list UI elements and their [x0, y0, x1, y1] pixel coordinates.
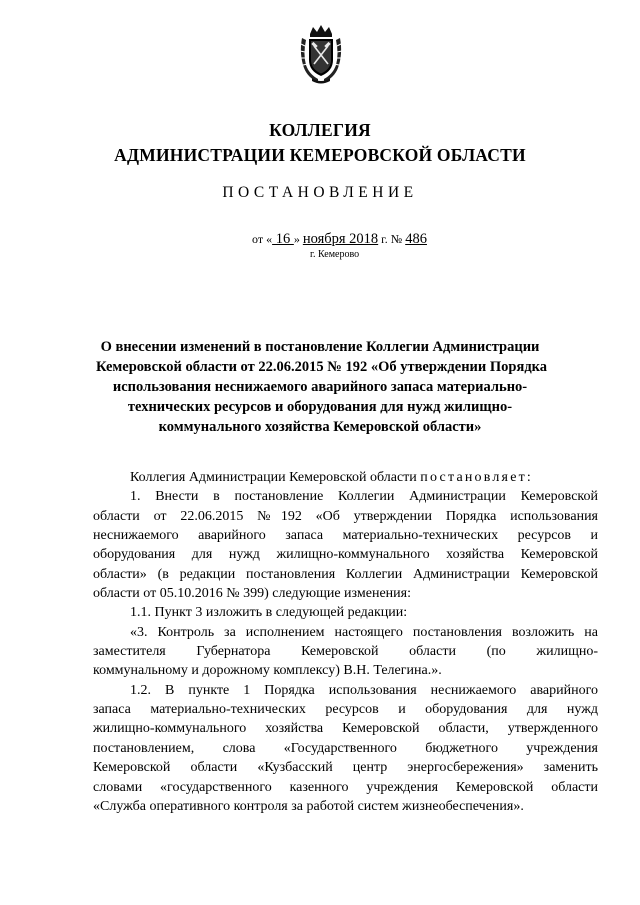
document-number: 486: [405, 231, 427, 247]
intro-decision-word: постановляет:: [420, 470, 534, 485]
title-line: коммунального хозяйства Кемеровской области»: [158, 419, 482, 435]
date-month-year: ноября 2018: [302, 231, 379, 247]
number-label: №: [387, 232, 406, 246]
title-line: использования неснижаемого аварийного запаса материально-: [112, 379, 528, 395]
city-name: г. Кемерово: [310, 249, 360, 260]
document-type: ПОСТАНОВЛЕНИЕ: [222, 184, 418, 201]
text-line: 1. Внести в постановление Коллегии Администрации Кемеровской: [130, 489, 598, 505]
text-line: «Служба оперативного контроля за работой систем жизнеобеспечения».: [93, 798, 524, 814]
text-line: области от 05.10.2016 № 399) следующие изменения:: [93, 586, 411, 602]
title-line: технических ресурсов и оборудования для нужд жилищно-: [127, 399, 513, 415]
text-line: коммунальному и дорожному комплексу) В.Н. Телегина.».: [93, 663, 442, 679]
date-mid: »: [293, 232, 303, 246]
text-line: жилищно-коммунального хозяйства Кемеровской области, утвержденного: [93, 721, 598, 737]
title-line: Кемеровской области от 22.06.2015 № 192 «Об утверждении Порядка: [96, 359, 548, 375]
intro-paragraph: [93, 468, 598, 487]
paragraph-1: [93, 487, 598, 603]
title-line: О внесении изменений в постановление Коллегии Администрации: [100, 339, 540, 355]
text-line: 1.2. В пункте 1 Порядка использования неснижаемого аварийного: [130, 682, 598, 698]
text-line: запаса материально-технических ресурсов и оборудования для нужд: [93, 702, 598, 718]
text-line: неснижаемого аварийного запаса материально-технических ресурсов и: [93, 528, 598, 544]
org-name-line-1: КОЛЛЕГИЯ: [269, 120, 371, 140]
text-line: «3. Контроль за исполнением настоящего постановления возложить на: [130, 624, 598, 640]
text-line: словами «государственного казенного учреждения Кемеровской области: [93, 779, 598, 795]
text-line: Кемеровской области «Кузбасский центр энергосбережения» заменить: [93, 760, 598, 776]
text-line: постановлением, слова «Государственного бюджетного учреждения: [93, 740, 598, 756]
date-day: 16: [272, 231, 294, 247]
paragraph-1-1: 1.1. Пункт 3 изложить в следующей редакции:: [130, 605, 408, 621]
intro-text: Коллегия Администрации Кемеровской области: [130, 470, 421, 485]
document-title: [96, 337, 548, 437]
org-name-line-2: АДМИНИСТРАЦИИ КЕМЕРОВСКОЙ ОБЛАСТИ: [114, 145, 526, 165]
date-year-suffix: г.: [378, 232, 388, 246]
document-body: [93, 468, 598, 816]
paragraph-3-quote: [93, 623, 598, 681]
paragraph-1-2: [93, 681, 598, 816]
coat-of-arms-icon: [298, 24, 344, 86]
text-line: области» (в редакции постановления Коллегии Администрации Кемеровской: [93, 566, 598, 582]
text-line: заместителя Губернатора Кемеровской области (по жилищно-: [93, 644, 598, 660]
document-date-number: [252, 231, 427, 248]
text-line: оборудования для нужд жилищно-коммунального хозяйства Кемеровской: [93, 547, 598, 563]
date-prefix: от «: [252, 232, 273, 246]
text-line: области от 22.06.2015 №192 «Об утверждении Порядка использования: [93, 508, 598, 524]
